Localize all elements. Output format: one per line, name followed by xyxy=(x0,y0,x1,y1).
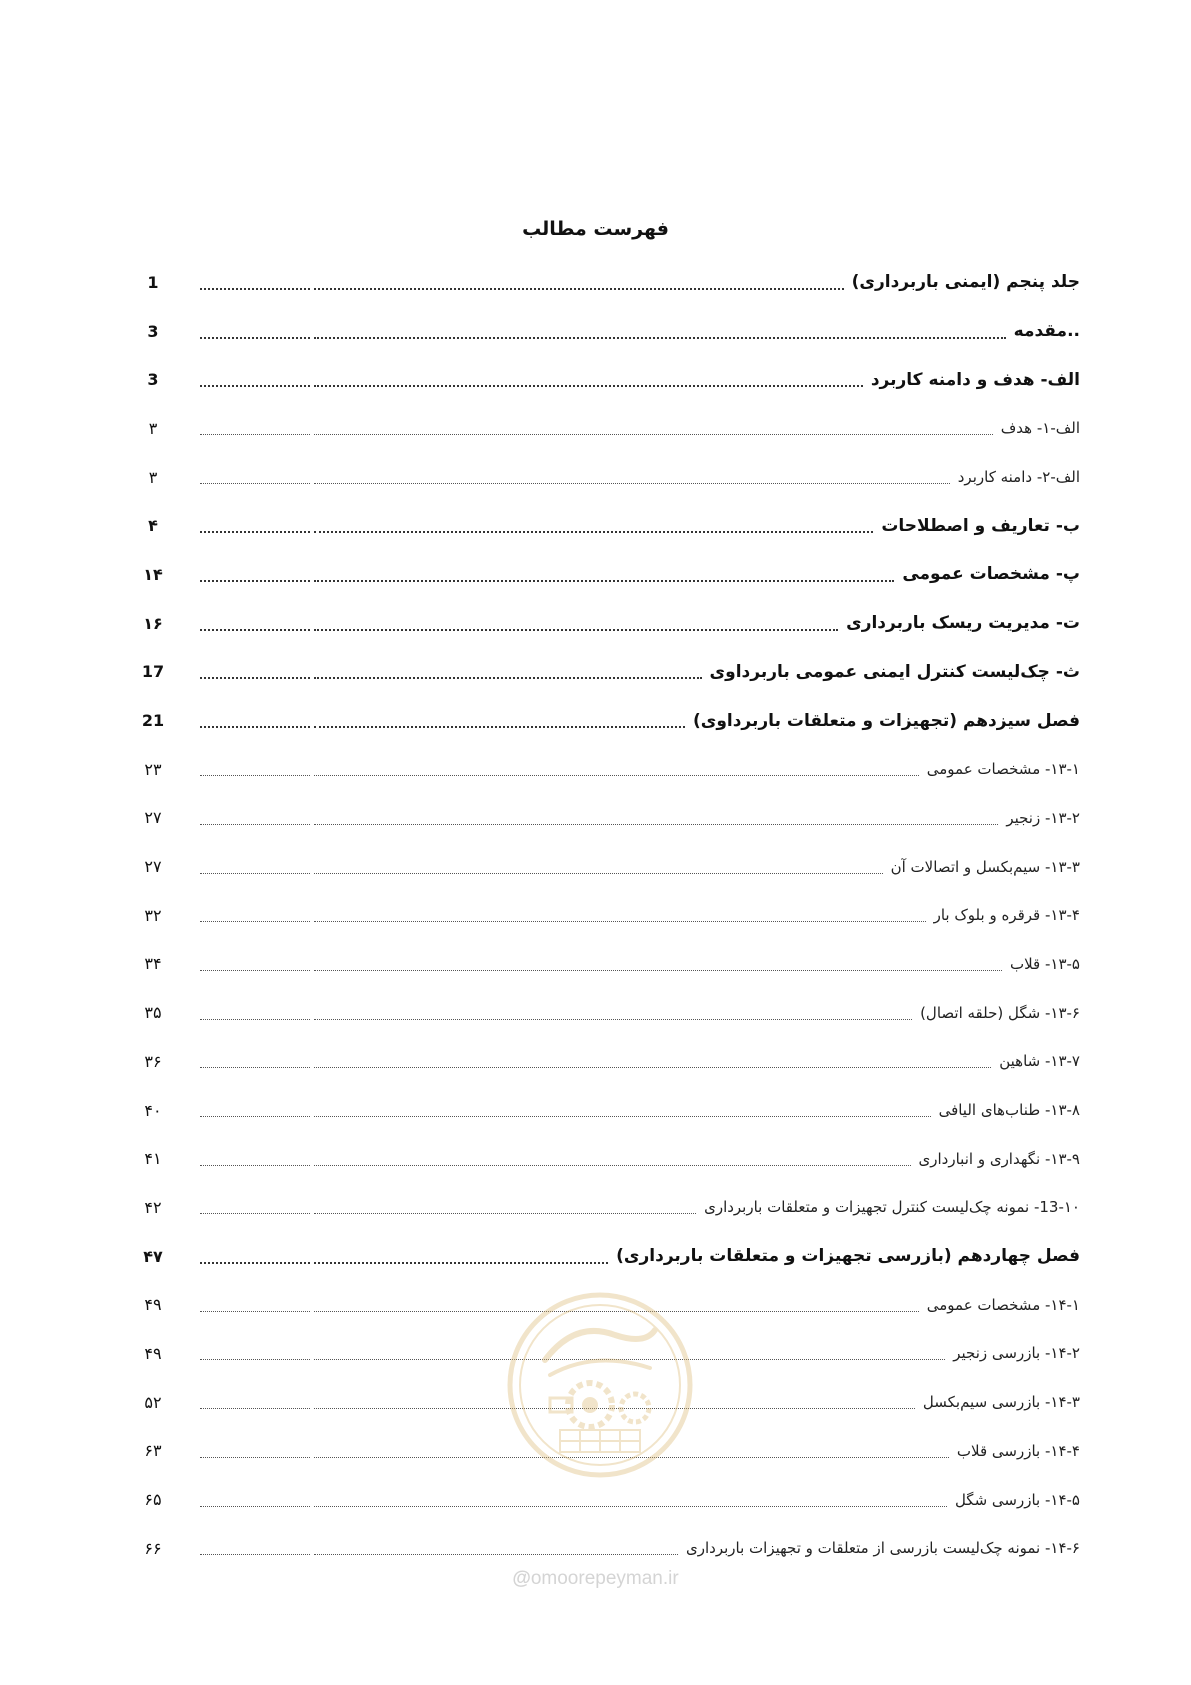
toc-page-number: ۳ xyxy=(148,418,158,438)
toc-entry-label: ۱۴-۶- نمونه چک‌لیست بازرسی از متعلقات و تجهیزات باربرداری xyxy=(682,1539,1080,1557)
toc-leader-dots xyxy=(314,774,919,776)
toc-entry-label: جلد پنجم (ایمنی باربرداری) xyxy=(848,272,1080,292)
toc-leader-dots-short xyxy=(200,530,310,533)
toc-entry[interactable] xyxy=(140,648,1080,697)
toc-entry-label: ۱۳-۵- قلاب xyxy=(1006,955,1080,973)
toc-leader-dots-short xyxy=(200,287,310,290)
toc-entry-label: ۱۳-۲- زنجیر xyxy=(1002,809,1080,827)
toc-page-number: ۶۵ xyxy=(144,1490,162,1510)
toc-entry-label: ..مقدمه xyxy=(1010,321,1080,341)
toc-leader-dots xyxy=(314,579,894,582)
toc-leader-dots-short xyxy=(200,1553,310,1555)
toc-leader-dots-short xyxy=(200,1505,310,1507)
toc-page-number: 3 xyxy=(147,370,159,390)
toc-entry-label: 13-۱۰- نمونه چک‌لیست کنترل تجهیزات و متعلقات باربرداری xyxy=(700,1198,1080,1216)
toc-page-number: ۶۶ xyxy=(144,1538,162,1558)
toc-leader-dots-short xyxy=(200,482,310,484)
toc-entry-label: ث- چک‌لیست کنترل ایمنی عمومی باربرداوی xyxy=(706,662,1080,682)
toc-entry-label: ۱۳-۹- نگهداری و انبارداری xyxy=(915,1150,1080,1168)
toc-leader-dots-short xyxy=(200,1310,310,1312)
toc-entry-label: ت- مدیریت ریسک باربرداری xyxy=(842,613,1080,633)
toc-leader-dots xyxy=(314,823,998,825)
toc-page-number: ۲۷ xyxy=(144,857,162,877)
toc-page-number: ۳۲ xyxy=(144,905,162,925)
toc-page-number: ۲۷ xyxy=(144,808,162,828)
toc-page-number: ۳ xyxy=(148,467,158,487)
toc-entry-label: فصل سیزدهم (تجهیزات و متعلقات باربرداوی) xyxy=(689,711,1080,731)
toc-entry[interactable] xyxy=(140,794,1080,843)
toc-leader-dots-short xyxy=(200,1456,310,1458)
toc-entry-label: ۱۳-۴- قرقره و بلوک بار xyxy=(930,906,1080,924)
toc-entry-label: پ- مشخصات عمومی xyxy=(898,564,1080,584)
toc-entry[interactable] xyxy=(140,1086,1080,1135)
toc-page-number: ۱۶ xyxy=(143,613,163,633)
toc-entry[interactable] xyxy=(140,1134,1080,1183)
toc-entry[interactable] xyxy=(140,501,1080,550)
toc-leader-dots-short xyxy=(200,1358,310,1360)
toc-entry-label: ۱۴-۱- مشخصات عمومی xyxy=(923,1296,1080,1314)
toc-leader-dots xyxy=(314,1212,696,1214)
toc-leader-dots-short xyxy=(200,1066,310,1068)
toc-entry-label: الف-۱- هدف xyxy=(997,419,1080,437)
toc-leader-dots xyxy=(314,336,1006,339)
toc-entry[interactable] xyxy=(140,988,1080,1037)
toc-leader-dots-short xyxy=(200,579,310,582)
toc-leader-dots xyxy=(314,1164,911,1166)
toc-entry-label: ۱۳-۱- مشخصات عمومی xyxy=(923,760,1080,778)
toc-entry-label: ۱۳-۳- سیم‌بکسل و اتصالات آن xyxy=(887,858,1080,876)
toc-entry[interactable] xyxy=(140,258,1080,307)
toc-leader-dots xyxy=(314,530,873,533)
toc-page-number: ۲۳ xyxy=(144,759,162,779)
toc-leader-dots xyxy=(314,1505,947,1507)
toc-leader-dots-short xyxy=(200,1115,310,1117)
toc-entry[interactable] xyxy=(140,453,1080,502)
toc-page-number: ۵۲ xyxy=(144,1392,162,1412)
toc-entry[interactable] xyxy=(140,307,1080,356)
toc-entry-label: فصل چهاردهم (بازرسی تجهیزات و متعلقات باربرداری) xyxy=(612,1246,1080,1266)
toc-page-number: ۶۳ xyxy=(144,1441,162,1461)
toc-leader-dots-short xyxy=(200,920,310,922)
toc-leader-dots-short xyxy=(200,384,310,387)
toc-leader-dots-short xyxy=(200,774,310,776)
toc-page-number: 17 xyxy=(141,662,165,682)
toc-entry[interactable] xyxy=(140,696,1080,745)
toc-entry[interactable] xyxy=(140,1183,1080,1232)
toc-leader-dots xyxy=(314,676,702,679)
toc-entry[interactable] xyxy=(140,1475,1080,1524)
toc-leader-dots xyxy=(314,872,883,874)
toc-entry[interactable] xyxy=(140,1037,1080,1086)
toc-leader-dots xyxy=(314,969,1002,971)
toc-entry[interactable] xyxy=(140,599,1080,648)
watermark-at-symbol: @ xyxy=(512,1568,531,1589)
toc-entry[interactable] xyxy=(140,940,1080,989)
toc-page-number: ۴۹ xyxy=(144,1295,162,1315)
toc-leader-dots-short xyxy=(200,433,310,435)
toc-leader-dots xyxy=(314,725,685,728)
toc-leader-dots-short xyxy=(200,969,310,971)
toc-page-number: ۴۲ xyxy=(144,1197,162,1217)
toc-entry-label: ۱۳-۸- طناب‌های الیافی xyxy=(935,1101,1080,1119)
toc-page-number: ۴۰ xyxy=(144,1100,162,1120)
toc-page-number: ۳۴ xyxy=(144,954,162,974)
toc-entry-label: ۱۴-۴- بازرسی قلاب xyxy=(953,1442,1080,1460)
toc-title: فهرست مطالب xyxy=(522,218,669,240)
watermark-handle-text: omoorepeyman.ir xyxy=(530,1568,679,1589)
toc-entry[interactable] xyxy=(140,1524,1080,1573)
toc-entry-label: ۱۴-۲- بازرسی زنجیر xyxy=(949,1344,1080,1362)
toc-leader-dots xyxy=(314,433,993,435)
toc-leader-dots-short xyxy=(200,1212,310,1214)
toc-entry[interactable] xyxy=(140,550,1080,599)
toc-leader-dots-short xyxy=(200,872,310,874)
toc-page-number: ۳۶ xyxy=(144,1051,162,1071)
toc-page-number: 3 xyxy=(147,321,159,341)
toc-entry[interactable] xyxy=(140,1232,1080,1281)
toc-entry-label: الف- هدف و دامنه کاربرد xyxy=(867,370,1080,390)
toc-page-number: ۴۱ xyxy=(144,1149,162,1169)
toc-page-number: ۴۹ xyxy=(144,1343,162,1363)
toc-leader-dots-short xyxy=(200,336,310,339)
toc-leader-dots-short xyxy=(200,725,310,728)
toc-entry-label: ۱۴-۵- بازرسی شگل xyxy=(951,1491,1080,1509)
toc-page-number: ۱۴ xyxy=(143,564,163,584)
toc-leader-dots-short xyxy=(200,1261,310,1264)
toc-leader-dots xyxy=(314,1115,931,1117)
toc-leader-dots-short xyxy=(200,1407,310,1409)
toc-entry-label: الف-۲- دامنه کاربرد xyxy=(954,468,1080,486)
toc-leader-dots-short xyxy=(200,628,310,631)
toc-leader-dots-short xyxy=(200,1164,310,1166)
toc-entry-label: ۱۴-۳- بازرسی سیم‌بکسل xyxy=(919,1393,1080,1411)
toc-leader-dots xyxy=(314,1066,991,1068)
toc-entry[interactable] xyxy=(140,355,1080,404)
toc-entry[interactable] xyxy=(140,745,1080,794)
toc-entry-label: ۱۳-۶- شگل (حلقه اتصال) xyxy=(916,1004,1080,1022)
toc-entry[interactable] xyxy=(140,404,1080,453)
toc-leader-dots-short xyxy=(200,823,310,825)
toc-leader-dots xyxy=(314,628,838,631)
watermark-handle xyxy=(0,1568,1191,1590)
watermark-seal-icon xyxy=(505,1290,695,1480)
toc-leader-dots xyxy=(314,1261,608,1264)
toc-entry-label: ب- تعاریف و اصطلاحات xyxy=(877,516,1080,536)
toc-leader-dots-short xyxy=(200,676,310,679)
toc-leader-dots xyxy=(314,287,844,290)
toc-entry[interactable] xyxy=(140,891,1080,940)
toc-page-number: ۳۵ xyxy=(144,1003,162,1023)
toc-page-number: 1 xyxy=(147,272,159,292)
toc-page-number: 21 xyxy=(141,711,165,731)
toc-leader-dots xyxy=(314,482,950,484)
toc-entry[interactable] xyxy=(140,842,1080,891)
toc-leader-dots xyxy=(314,920,926,922)
toc-entry-label: ۱۳-۷- شاهین xyxy=(995,1052,1080,1070)
toc-page-number: ۴ xyxy=(148,516,158,536)
toc-leader-dots xyxy=(314,1553,678,1555)
toc-leader-dots xyxy=(314,384,863,387)
toc-leader-dots xyxy=(314,1018,912,1020)
toc-leader-dots-short xyxy=(200,1018,310,1020)
toc-page-number: ۴۷ xyxy=(143,1246,163,1266)
